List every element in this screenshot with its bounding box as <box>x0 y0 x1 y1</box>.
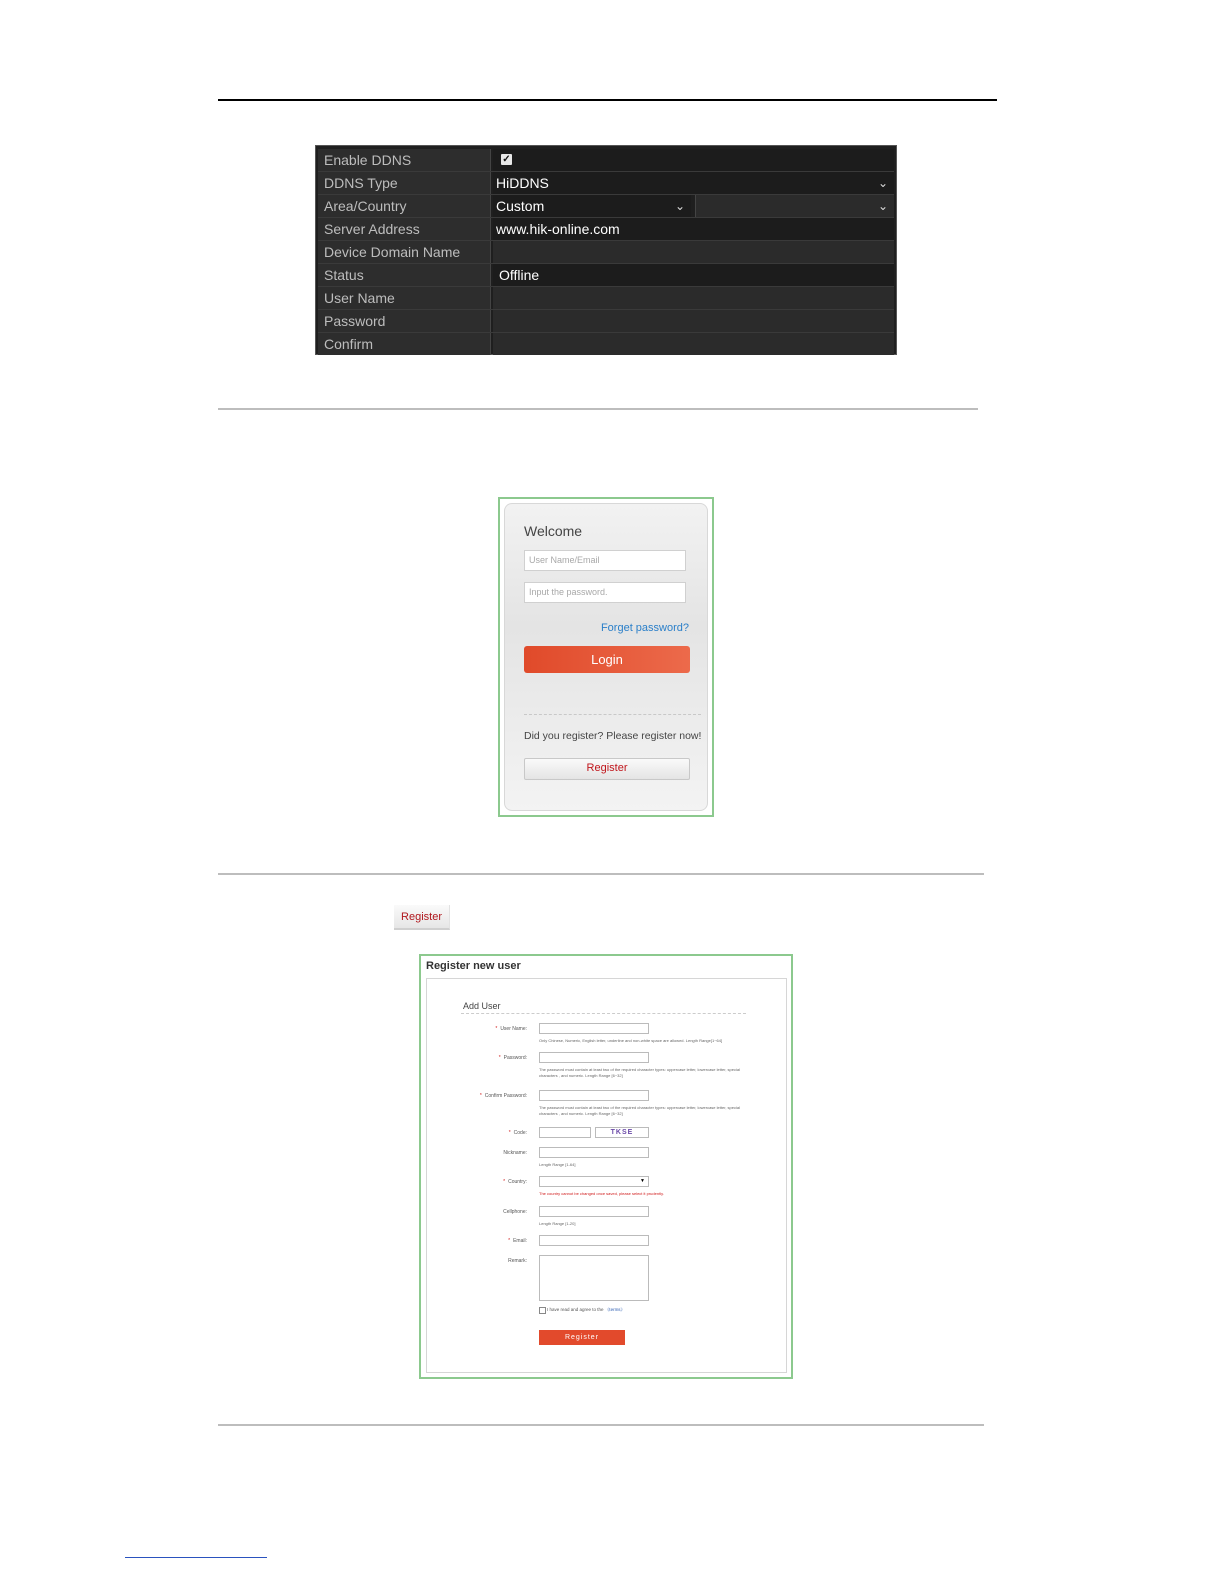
area-country-select[interactable] <box>493 195 691 217</box>
confirm-note: The password must contain at least two of the required character types: uppercase letter, lowercase letter, special characters , and numeric. Length Range [6~32] <box>539 1105 740 1116</box>
footer-link[interactable] <box>125 1557 267 1558</box>
country-select[interactable] <box>539 1176 649 1187</box>
header-rule <box>218 99 997 101</box>
captcha-image[interactable]: TKSE <box>595 1127 649 1138</box>
ddns-label: Server Address <box>318 218 491 240</box>
section-rule <box>218 873 984 875</box>
section-rule <box>218 408 978 410</box>
agree-text: I have read and agree to the 《terms》 <box>547 1307 626 1312</box>
ddns-label: Password <box>318 310 491 332</box>
area-country-value: Custom <box>496 198 545 214</box>
register-prompt: Did you register? Please register now! <box>524 730 702 742</box>
reg-confirm-input[interactable] <box>539 1090 649 1101</box>
register-button-sample: Register <box>394 905 450 930</box>
ddns-row-password <box>318 310 894 333</box>
server-address-field[interactable]: www.hik-online.com <box>493 218 894 240</box>
ddns-type-value: HiDDNS <box>496 175 549 191</box>
chevron-down-icon: ⌄ <box>877 176 888 190</box>
ddns-row-enable <box>318 149 894 172</box>
reg-password-input[interactable] <box>539 1052 649 1063</box>
ddns-row-area <box>318 195 894 218</box>
caret-down-icon: ▼ <box>640 1178 645 1184</box>
code-input[interactable] <box>539 1127 591 1138</box>
username-input[interactable]: User Name/Email <box>524 550 686 571</box>
username-label: * User Name: <box>495 1026 527 1032</box>
ddns-label: Device Domain Name <box>318 241 491 263</box>
remark-textarea[interactable] <box>539 1255 649 1301</box>
divider <box>524 714 701 715</box>
ddns-label: Confirm <box>318 333 491 355</box>
cellphone-input[interactable] <box>539 1206 649 1217</box>
forgot-password-link[interactable]: Forget password? <box>600 622 689 634</box>
password-label: * Password: <box>498 1055 527 1061</box>
ddns-row-status <box>318 264 894 287</box>
ddns-label: Enable DDNS <box>318 149 491 171</box>
ddns-settings-panel <box>315 145 897 355</box>
ddns-password-field[interactable] <box>493 310 894 332</box>
login-panel <box>498 497 714 817</box>
login-button[interactable]: Login <box>524 646 690 673</box>
remark-label: Remark: <box>508 1258 527 1264</box>
nickname-note: Length Range [1-64] <box>539 1162 576 1167</box>
device-domain-field[interactable] <box>493 241 894 263</box>
ddns-label: DDNS Type <box>318 172 491 194</box>
ddns-row-confirm <box>318 333 894 355</box>
username-note: Only Chinese, Numeric, English letter, underline and non-white space are allowed. Length Range[1~64] <box>539 1038 723 1043</box>
password-note: The password must contain at least two of the required character types: uppercase letter, lowercase letter, special characters , and numeric. Length Range [6~32] <box>539 1067 740 1078</box>
country-note: The country cannot be changed once saved, please select it prudently. <box>539 1191 664 1196</box>
area-secondary-select[interactable] <box>695 195 894 217</box>
ddns-username-field[interactable] <box>493 287 894 309</box>
status-value: Offline <box>493 264 894 286</box>
section-rule <box>218 1424 984 1426</box>
ddns-row-type <box>318 172 894 195</box>
register-form-title: Register new user <box>426 960 521 972</box>
cellphone-note: Length Range [1-20] <box>539 1221 576 1226</box>
heading-divider <box>461 1013 746 1014</box>
login-card <box>504 503 708 811</box>
ddns-label: User Name <box>318 287 491 309</box>
reg-username-input[interactable] <box>539 1023 649 1034</box>
cellphone-label: Cellphone: <box>503 1209 527 1215</box>
ddns-label: Status <box>318 264 491 286</box>
ddns-value <box>493 149 894 171</box>
enable-ddns-checkbox[interactable]: ✓ <box>502 154 511 165</box>
ddns-confirm-field[interactable] <box>493 333 894 355</box>
terms-link[interactable]: 《terms》 <box>604 1307 626 1312</box>
register-form-panel <box>419 954 793 1379</box>
chevron-down-icon: ⌄ <box>877 199 888 213</box>
ddns-type-select[interactable] <box>493 172 894 194</box>
ddns-row-username <box>318 287 894 310</box>
register-submit-button[interactable]: Register <box>539 1330 625 1345</box>
email-label: * Email: <box>508 1238 527 1244</box>
email-input[interactable] <box>539 1235 649 1246</box>
agree-checkbox[interactable] <box>539 1307 546 1314</box>
add-user-heading: Add User <box>463 1001 501 1011</box>
nickname-label: Nickname: <box>503 1150 527 1156</box>
confirm-label: * Confirm Password: <box>479 1093 527 1099</box>
country-label: * Country: <box>503 1179 527 1185</box>
code-label: * Code: <box>508 1130 527 1136</box>
login-title: Welcome <box>524 523 583 539</box>
ddns-row-domain <box>318 241 894 264</box>
chevron-down-icon: ⌄ <box>674 199 685 213</box>
ddns-label: Area/Country <box>318 195 491 217</box>
ddns-row-server <box>318 218 894 241</box>
register-form-body <box>426 978 787 1373</box>
password-input[interactable]: Input the password. <box>524 582 686 603</box>
nickname-input[interactable] <box>539 1147 649 1158</box>
register-button[interactable]: Register <box>524 758 690 780</box>
